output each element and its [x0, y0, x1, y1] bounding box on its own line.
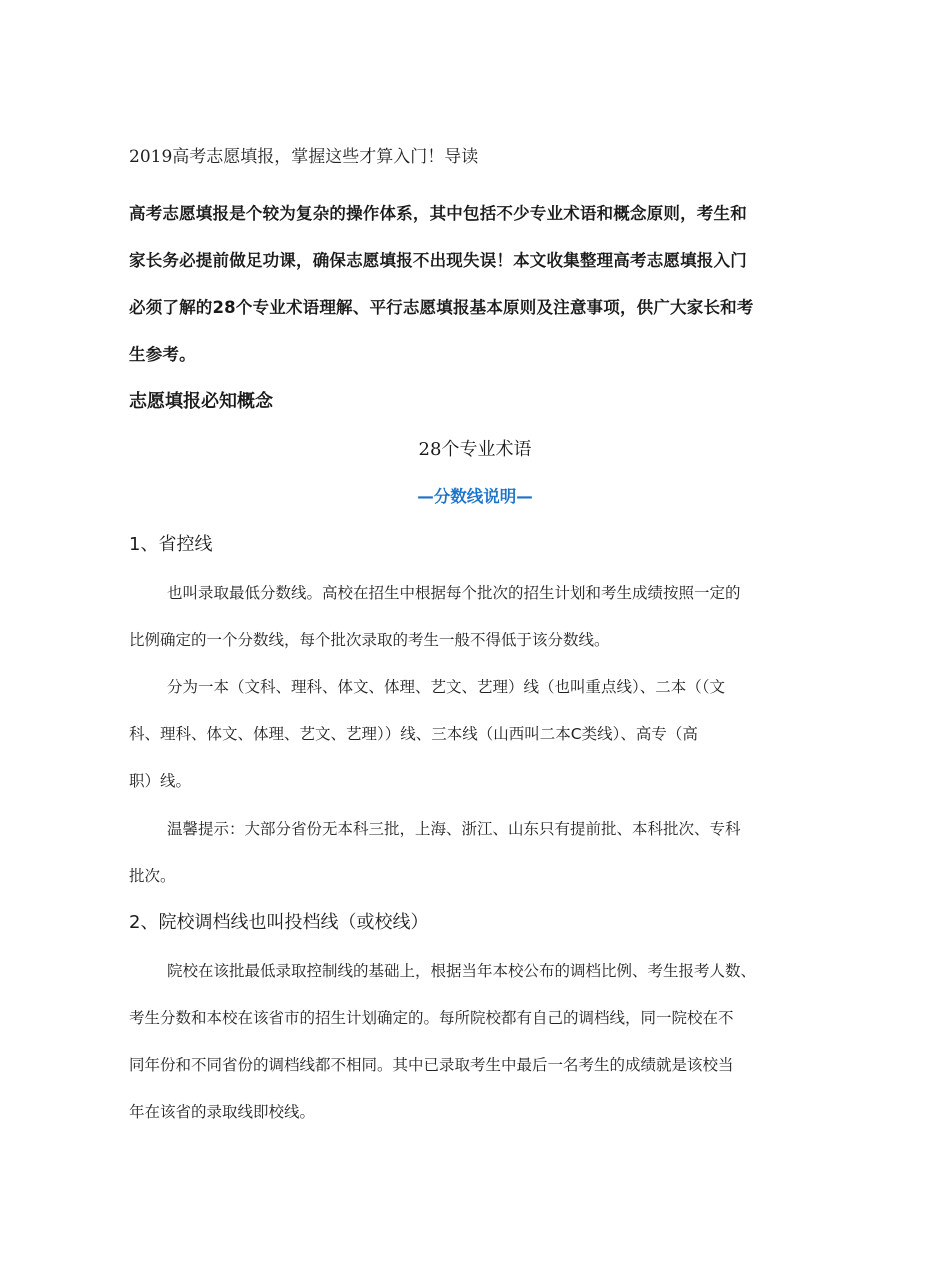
intro-line: 生参考。	[129, 345, 196, 364]
intro-line: 高考志愿填报是个较为复杂的操作体系，其中包括不少专业术语和概念原则，考生和	[129, 204, 747, 223]
paragraph-line: 分为一本（文科、理科、体文、体理、艺文、艺理）线（也叫重点线）、二本（（文	[167, 678, 726, 696]
paragraph-line: 院校在该批最低录取控制线的基础上，根据当年本校公布的调档比例、考生报考人数、	[167, 962, 757, 980]
concepts-heading: 志愿填报必知概念	[129, 391, 273, 412]
intro-line: 家长务必提前做足功课，确保志愿填报不出现失误！本文收集整理高考志愿填报入门	[129, 251, 747, 270]
paragraph-line: 年在该省的录取线即校线。	[129, 1103, 316, 1121]
paragraph-line: 考生分数和本校在该省市的招生计划确定的。每所院校都有自己的调档线，同一院校在不	[129, 1009, 734, 1027]
subsection-heading: —分数线说明—	[417, 487, 533, 506]
terms-heading: 28个专业术语	[418, 439, 532, 460]
paragraph-line: 科、理科、体文、体理、艺文、艺理））线、三本线（山西叫二本C类线）、高专（高	[129, 725, 698, 743]
item-heading: 1、省控线	[129, 534, 213, 555]
paragraph-line: 同年份和不同省份的调档线都不相同。其中已录取考生中最后一名考生的成绩就是该校当	[129, 1056, 734, 1074]
paragraph-line: 批次。	[129, 867, 176, 885]
paragraph-line: 比例确定的一个分数线，每个批次录取的考生一般不得低于该分数线。	[129, 631, 610, 649]
paragraph-line: 职）线。	[129, 772, 192, 790]
paragraph-line: 温馨提示：大部分省份无本科三批，上海、浙江、山东只有提前批、本科批次、专科	[167, 820, 741, 838]
doc-title: 2019高考志愿填报，掌握这些才算入门！导读	[129, 147, 479, 167]
item-heading: 2、院校调档线也叫投档线（或校线）	[129, 912, 429, 933]
paragraph-line: 也叫录取最低分数线。高校在招生中根据每个批次的招生计划和考生成绩按照一定的	[167, 584, 741, 602]
intro-line: 必须了解的28个专业术语理解、平行志愿填报基本原则及注意事项，供广大家长和考	[129, 298, 754, 317]
